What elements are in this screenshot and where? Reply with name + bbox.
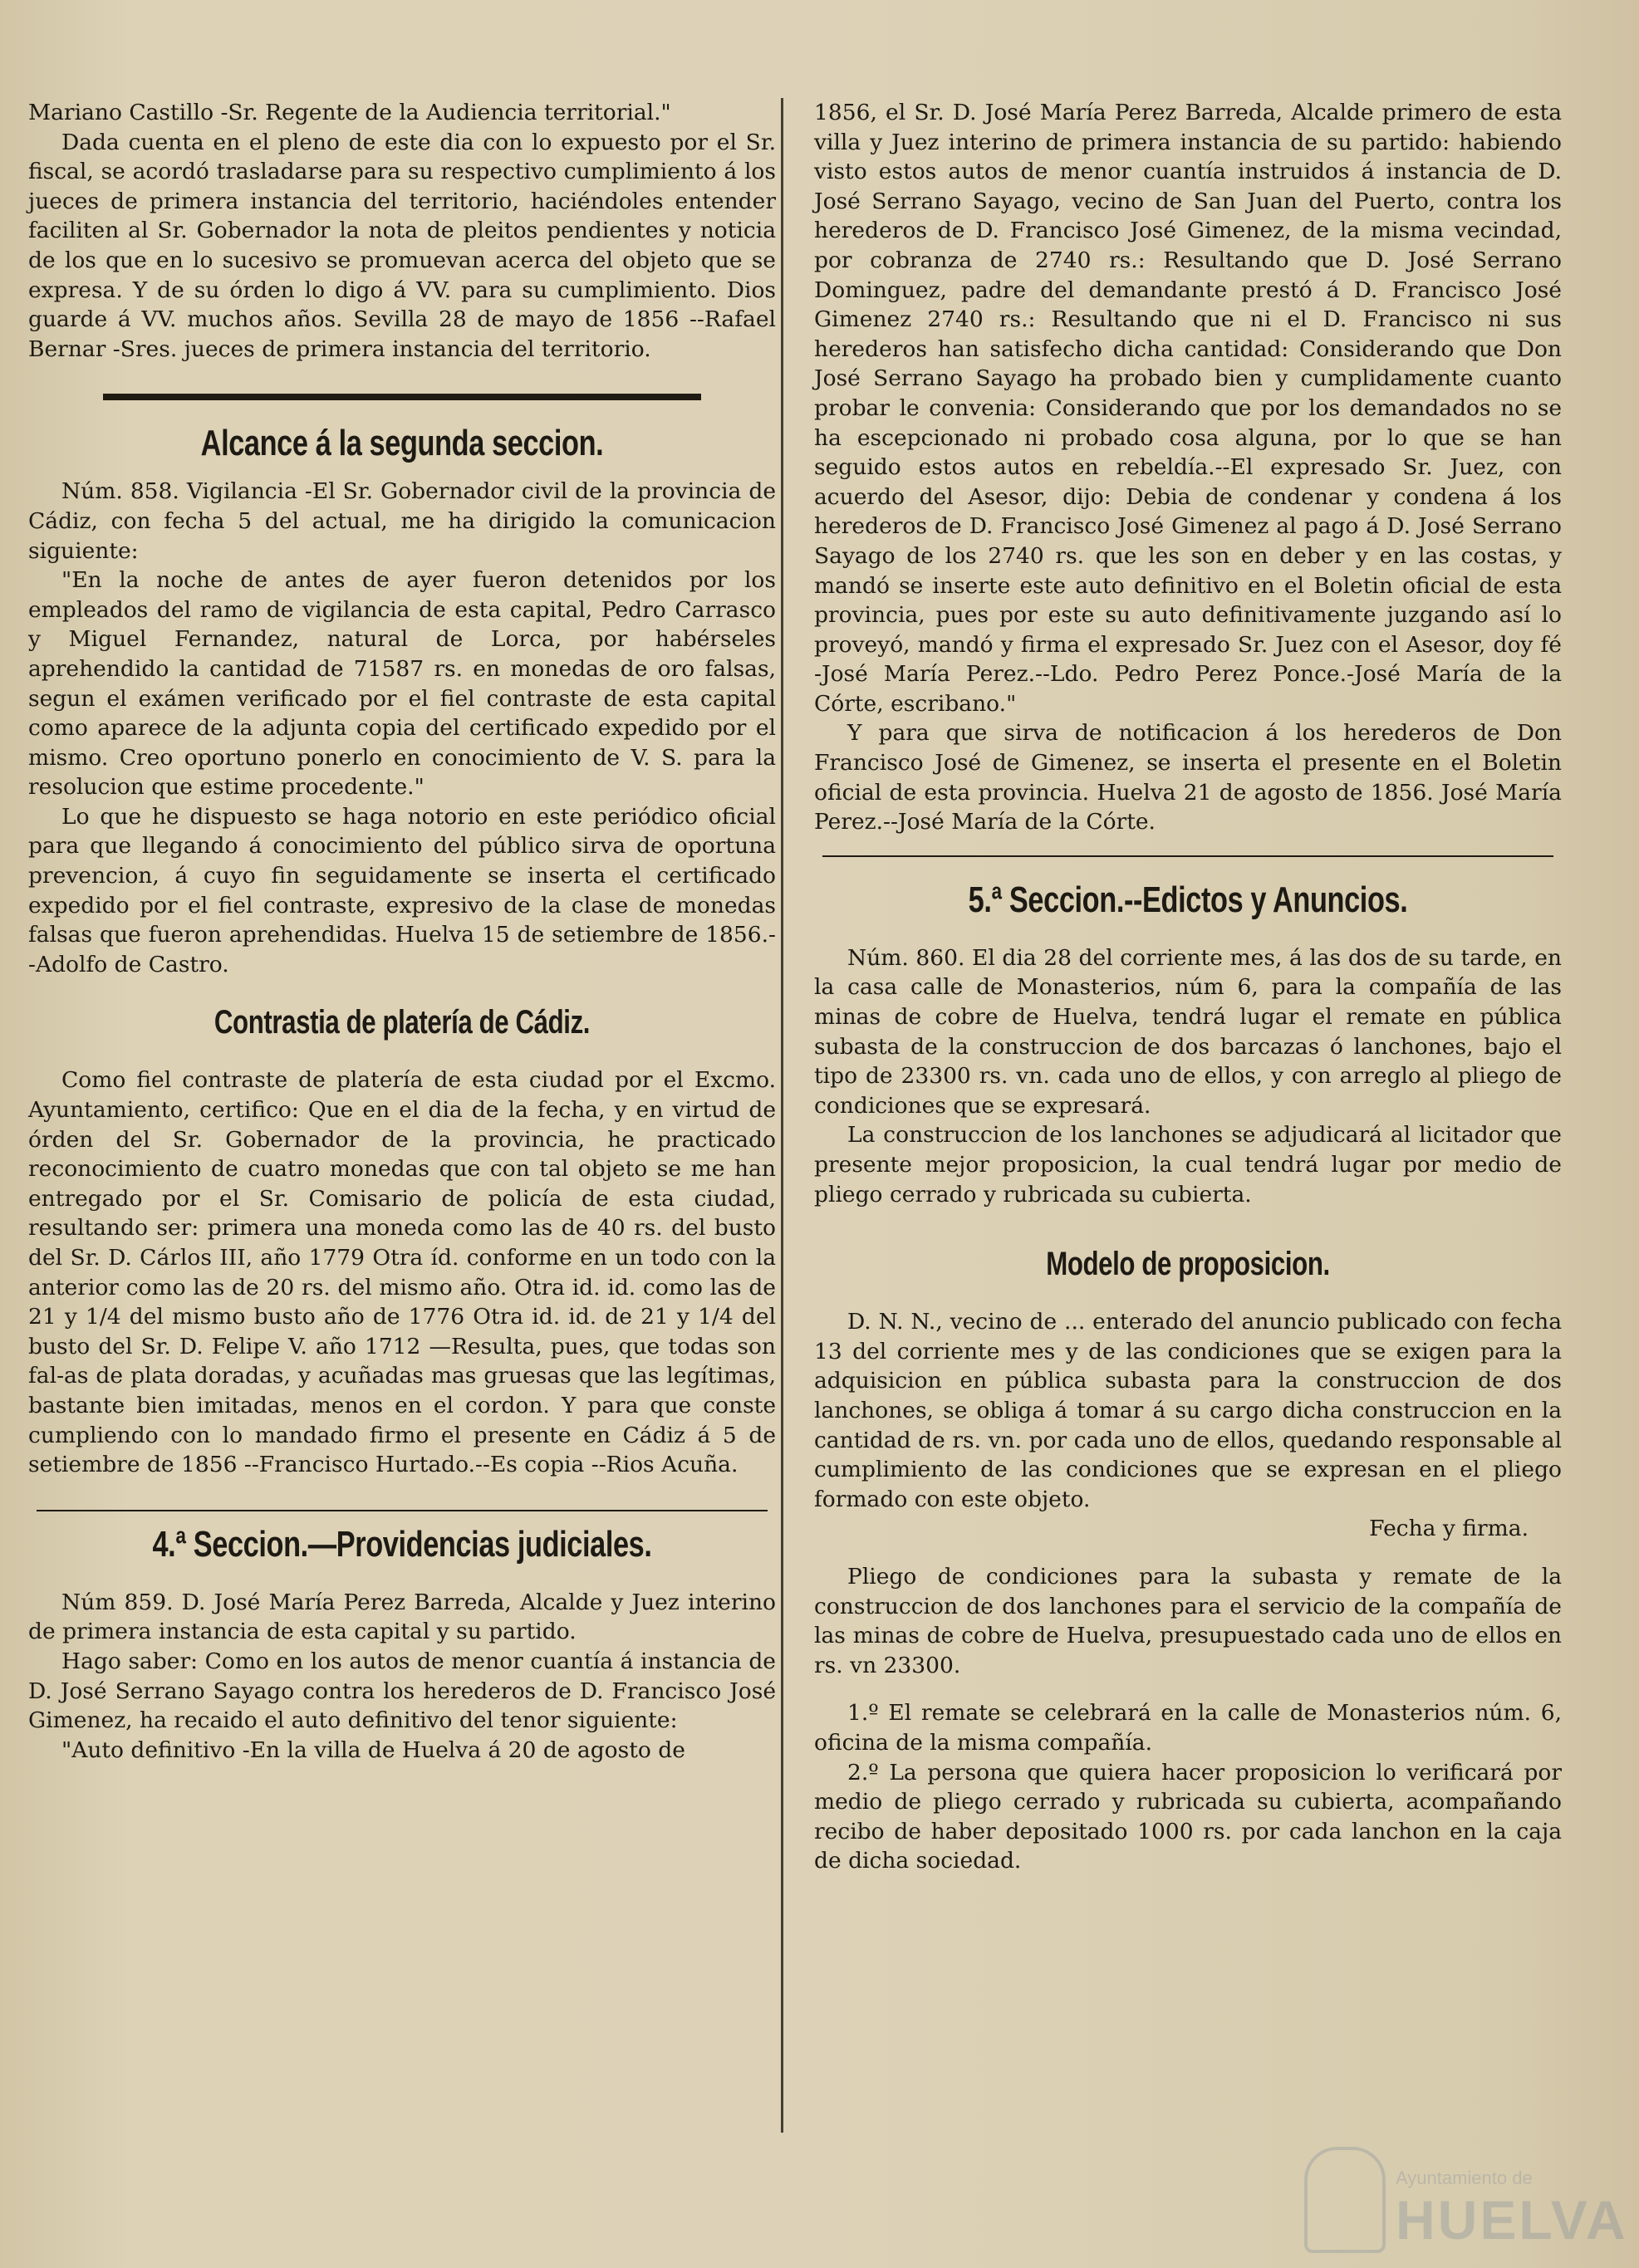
watermark-subtitle: Ayuntamiento de [1396,2168,1533,2188]
paragraph: Y para que sirva de notificacion á los herederos de Don Francisco José de Gimenez, se inserta el presente en el Boletin oficial de esta provincia. Huelva 21 de agosto de 1856. José María Perez.--José María de la Córte. [814,720,1562,835]
paragraph: Dada cuenta en el pleno de este dia con lo expuesto por el Sr. fiscal, se acordó trasladarse para su respectivo cumplimiento á los jueces de primera instancia del territorio, haciéndoles entender faciliten al Sr. Gobernador la nota de pleitos pendientes y noticia de los que en lo sucesivo se promuevan acerca del objeto que se expresa. Y de su órden lo digo á VV. para su cumplimiento. Dios guarde á VV. muchos años. Sevilla 28 de mayo de 1856 --Rafael Bernar -Sres. jueces de primera instancia del territorio. [28,129,776,362]
watermark-name: HUELVA [1396,2189,1628,2251]
heading-modelo: Modelo de proposicion. [1046,1246,1330,1283]
condition-item: 2.º La persona que quiera hacer proposicion lo verificará por medio de pliego cerrado y rubricada su cubierta, acompañando recibo de haber depositado 1000 rs. por cada lanchon en la caja de dicha sociedad. [814,1759,1562,1874]
column-rule [781,98,783,2133]
paragraph: Núm 859. D. José María Perez Barreda, Alcalde y Juez interino de primera instancia de esta capital y su partido. [28,1589,776,1645]
paragraph: D. N. N., vecino de ... enterado del anuncio publicado con fecha 13 del corriente mes y de las condiciones que se exigen para la adquisicion en pública subasta para la construccion de dos lanchones, se obliga á tomar á su cargo dicha construccion en la cantidad de rs. vn. por cada uno de ellos, quedando responsable al cumplimiento de las condiciones que se expresan en el pliego formado con este objeto. [814,1309,1562,1512]
right-column [814,98,1562,1876]
paragraph: 1856, el Sr. D. José María Perez Barreda, Alcalde primero de esta villa y Juez interino de primera instancia de su partido: habiendo visto estos autos de menor cuantía instruidos á instancia de D. José Serrano Sayago, vecino de San Juan del Puerto, contra los herederos de D. Francisco José Gimenez, de la misma vecindad, por cobranza de 2740 rs.: Resultando que D. José Serrano Dominguez, padre del demandante prestó á D. Francisco José Gimenez 2740 rs.: Resultando que ni el D. Francisco ni sus herederos han satisfecho dicha cantidad: Considerando que Don José Serrano Sayago ha probado bien y cumplidamente cuanto probar le convenia: Considerando que por los demandados no se ha escepcionado ni probado cosa alguna, por lo que se han seguido estos autos en rebeldía.--El expresado Sr. Juez, con acuerdo del Asesor, dijo: Debia de condenar y condena á los herederos de D. Francisco José Gimenez al pago á D. José Serrano Sayago de los 2740 rs. que les son en deber y en las costas, y mandó se inserte este auto definitivo en el Boletin oficial de esta provincia, pues por este su auto definitivamente juzgando así lo proveyó, mandó y firma el expresado Sr. Juez con el Asesor, doy fé -José María Perez.--Ldo. Pedro Perez Ponce.-José María de la Córte, escribano." [814,100,1562,717]
paragraph: "En la noche de antes de ayer fueron detenidos por los empleados del ramo de vigilancia de esta capital, Pedro Carrasco y Miguel Fernandez, natural de Lorca, por habérseles aprehendido la cantidad de 71587 rs. en monedas de oro falsas, segun el exámen verificado por el fiel contraste de esta capital como aparece de la adjunta copia del certificado expedido por el mismo. Creo oportuno ponerlo en conocimiento de V. S. para la resolucion que estime procedente." [28,567,776,801]
paragraph: Mariano Castillo -Sr. Regente de la Audiencia territorial." [28,100,671,125]
paragraph: Núm. 860. El dia 28 del corriente mes, á las dos de su tarde, en la casa calle de Monasterios, núm 6, para la compañía de las minas de cobre de Huelva, tendrá lugar el remate en pública subasta de la construccion de dos barcazas ó lanchones, bajo el tipo de 23300 rs. vn. cada uno de ellos, y con arreglo al pliego de condiciones que se expresará. [814,944,1562,1119]
shield-icon [1304,2147,1386,2253]
heading-seccion-5: 5.ª Seccion.--Edictos y Anuncios. [968,879,1408,920]
paragraph: La construccion de los lanchones se adjudicará al licitador que presente mejor proposicion, la cual tendrá lugar por medio de pliego cerrado y rubricada su cubierta. [814,1122,1562,1207]
heading-alcance: Alcance á la segunda seccion. [200,423,604,464]
section-divider [103,394,701,400]
signature-line: Fecha y firma. [1369,1516,1529,1542]
paragraph: Como fiel contraste de platería de esta ciudad por el Excmo. Ayuntamiento, certifico: Que en el dia de la fecha, y en virtud de órden del Sr. Gobernador de la provincia, he practicado reconocimiento de cuatro monedas que con tal objeto se me han entregado por el Sr. Comisario de policía de esta ciudad, resultando ser: primera una moneda como las de 40 rs. del busto del Sr. D. Cárlos III, año 1779 Otra íd. conforme en un todo con la anterior como las de 20 rs. del mismo año. Otra id. id. como las de 21 y 1/4 del mismo busto año de 1776 Otra id. id. de 21 y 1/4 del busto del Sr. D. Felipe V. año 1712 —Resulta, pues, que todas son fal-as de plata doradas, y acuñadas mas gruesas que las legítimas, bastante bien imitadas, menos en el cordon. Y para que conste cumpliendo con lo mandado firmo el presente en Cádiz á 5 de setiembre de 1856 --Francisco Hurtado.--Es copia --Rios Acuña. [28,1067,776,1478]
heading-seccion-4: 4.ª Seccion.—Providencias judiciales. [152,1523,652,1565]
condition-item: 1.º El remate se celebrará en la calle de Monasterios núm. 6, oficina de la misma compañía. [814,1700,1562,1756]
paragraph: Pliego de condiciones para la subasta y remate de la construccion de dos lanchones para el servicio de la compañía de las minas de cobre de Huelva, presupuestado cada uno de ellos en rs. vn 23300. [814,1563,1562,1678]
paragraph: "Auto definitivo -En la villa de Huelva á 20 de agosto de [61,1737,685,1763]
paragraph: Lo que he dispuesto se haga notorio en este periódico oficial para que llegando á conocimiento del público sirva de oportuna prevencion, á cuyo fin seguidamente se inserta el certificado expedido por el fiel contraste, expresivo de la clase de monedas falsas que fueron aprehendidas. Huelva 15 de setiembre de 1856.--Adolfo de Castro. [28,803,776,977]
paragraph: Hago saber: Como en los autos de menor cuantía á instancia de D. José Serrano Sayago contra los herederos de D. Francisco José Gimenez, ha recaido el auto definitivo del tenor siguiente: [28,1648,776,1734]
archive-watermark [1304,2143,1628,2259]
left-column [28,98,776,1765]
heading-contrastia: Contrastia de platería de Cádiz. [213,1004,591,1041]
paragraph: Núm. 858. Vigilancia -El Sr. Gobernador civil de la provincia de Cádiz, con fecha 5 del actual, me ha dirigido la comunicacion siguiente: [28,478,776,564]
